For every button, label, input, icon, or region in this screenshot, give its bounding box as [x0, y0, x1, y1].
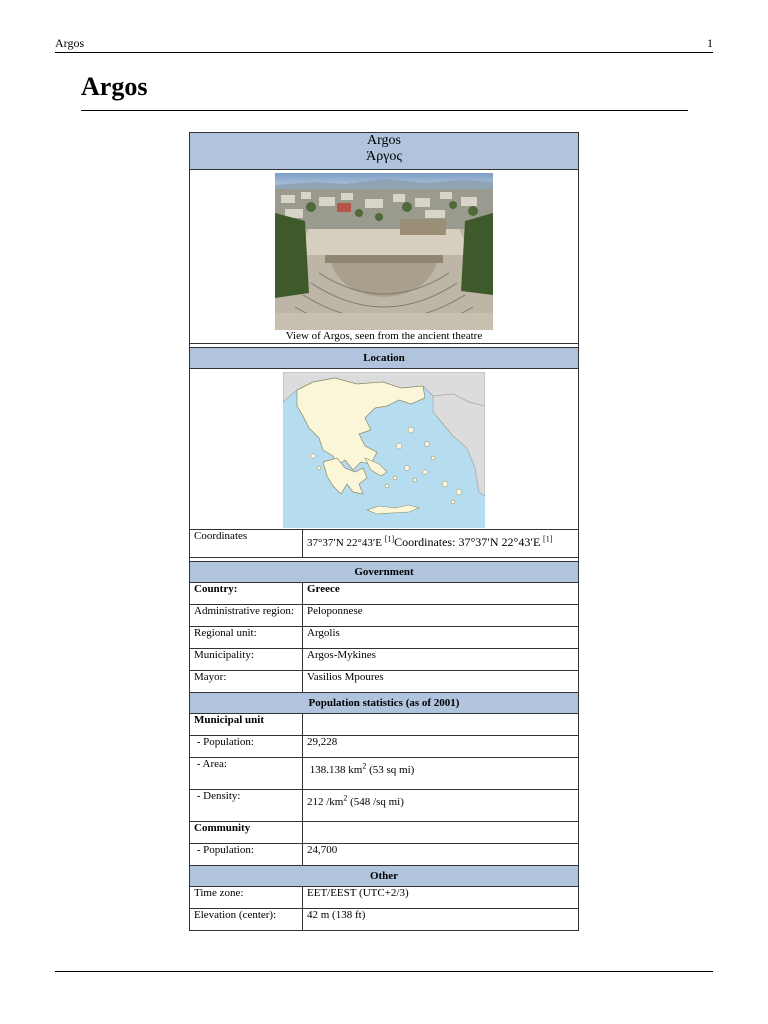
mayor-value: Vasilios Mpoures [303, 671, 579, 693]
government-header: Government [190, 562, 579, 583]
other-header: Other [190, 866, 579, 887]
mu-population-value: 29,228 [303, 736, 579, 758]
page-title: Argos [81, 72, 148, 101]
timezone-value: EET/EEST (UTC+2/3) [303, 887, 579, 909]
photo-caption: View of Argos, seen from the ancient theatre [285, 330, 483, 342]
mu-density-number: 212 /km [307, 796, 344, 808]
community-value [303, 822, 579, 844]
coordinates-value [303, 530, 579, 558]
location-header: Location [190, 348, 579, 369]
admin-region-label: Administrative region: [190, 605, 303, 627]
country-label: Country: [190, 583, 303, 605]
infobox-title [190, 133, 579, 170]
mu-area-label: - Area: [190, 758, 303, 790]
argos-theatre-photo [275, 173, 493, 330]
municipality-label: Municipality: [190, 649, 303, 671]
coordinates-ref-link[interactable]: [1] [384, 534, 395, 544]
community-label: Community [190, 822, 303, 844]
photo-cell [190, 170, 579, 344]
running-header [55, 36, 713, 53]
municipal-unit-value [303, 714, 579, 736]
infobox-name: Argos [367, 133, 401, 148]
municipal-unit-label: Municipal unit [190, 714, 303, 736]
elevation-label: Elevation (center): [190, 909, 303, 931]
coordinates-text: 37°37′N 22°43′E [307, 537, 383, 549]
regional-unit-label: Regional unit: [190, 627, 303, 649]
municipality-value: Argos-Mykines [303, 649, 579, 671]
country-value: Greece [303, 583, 579, 605]
mu-density-value [303, 790, 579, 822]
infobox-table [189, 132, 579, 931]
mu-density-imperial: (548 /sq mi) [347, 796, 404, 808]
map-cell [190, 369, 579, 530]
elevation-value: 42 m (138 ft) [303, 909, 579, 931]
admin-region-value: Peloponnese [303, 605, 579, 627]
mayor-label: Mayor: [190, 671, 303, 693]
running-title: Argos [55, 36, 85, 50]
coordinates-repeat-prefix: Coordinates: [394, 535, 459, 549]
title-divider [81, 110, 688, 111]
mu-area-imperial: (53 sq mi) [366, 764, 415, 776]
timezone-label: Time zone: [190, 887, 303, 909]
infobox-name-greek: Άργος [366, 149, 402, 164]
mu-density-label: - Density: [190, 790, 303, 822]
coordinates-repeat-value[interactable]: 37°37′N 22°43′E [458, 535, 541, 549]
coordinates-label: Coordinates [190, 530, 303, 558]
regional-unit-value: Argolis [303, 627, 579, 649]
c-population-value: 24,700 [303, 844, 579, 866]
coordinates-repeat-ref-link[interactable]: [1] [543, 534, 553, 544]
mu-area-number: 138.138 km [307, 764, 363, 776]
mu-population-label: - Population: [190, 736, 303, 758]
population-header: Population statistics (as of 2001) [190, 693, 579, 714]
mu-density-sup: 2 [343, 793, 348, 803]
c-population-label: - Population: [190, 844, 303, 866]
mu-area-value [303, 758, 579, 790]
page-number: 1 [707, 36, 713, 50]
mu-area-sup: 2 [362, 761, 367, 771]
greece-locator-map [283, 372, 485, 528]
footer-divider [55, 971, 713, 972]
